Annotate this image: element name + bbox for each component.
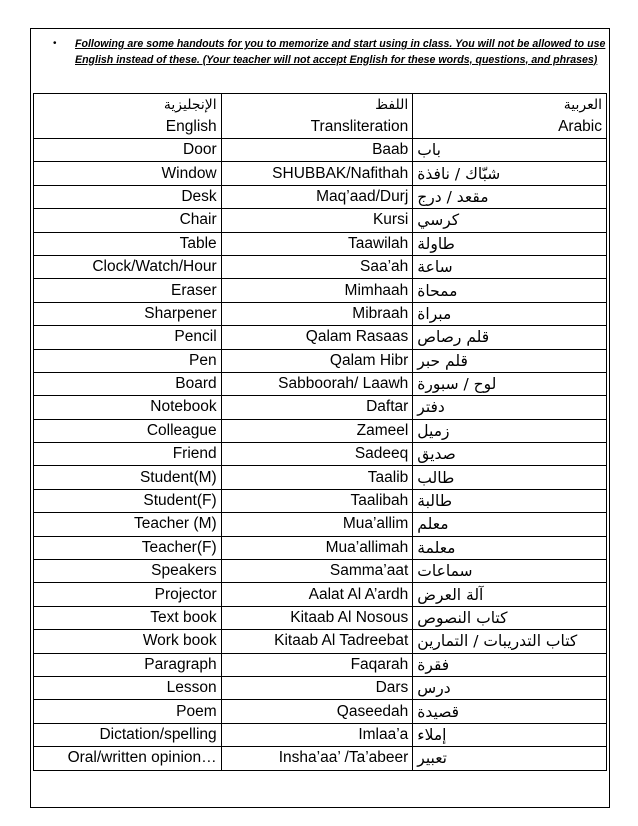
arabic-word-cell: طالبة bbox=[413, 489, 607, 512]
english-word-cell: Text book bbox=[34, 606, 222, 629]
english-word-cell: Poem bbox=[34, 700, 222, 723]
table-row bbox=[34, 560, 607, 583]
vocabulary-table bbox=[33, 93, 607, 771]
transliteration-cell: Insha’aa’ /Ta’abeer bbox=[221, 747, 413, 770]
english-word-cell: Projector bbox=[34, 583, 222, 606]
arabic-word-cell: دفتر bbox=[413, 396, 607, 419]
transliteration-cell: Daftar bbox=[221, 396, 413, 419]
english-word-cell: Colleague bbox=[34, 419, 222, 442]
table-row bbox=[34, 396, 607, 419]
instructions-paragraph bbox=[47, 37, 607, 68]
arabic-word-cell: صديق bbox=[413, 443, 607, 466]
table-row bbox=[34, 419, 607, 442]
english-word-cell: Student(F) bbox=[34, 489, 222, 512]
english-word-cell: Teacher (M) bbox=[34, 513, 222, 536]
transliteration-cell: Maq’aad/Durj bbox=[221, 185, 413, 208]
table-header-row bbox=[34, 94, 607, 139]
transliteration-cell: Mimhaah bbox=[221, 279, 413, 302]
table-row bbox=[34, 583, 607, 606]
english-word-cell: Paragraph bbox=[34, 653, 222, 676]
english-word-cell: Dictation/spelling bbox=[34, 723, 222, 746]
transliteration-cell: Imlaa’a bbox=[221, 723, 413, 746]
arabic-word-cell: ممحاة bbox=[413, 279, 607, 302]
transliteration-cell: Kitaab Al Nosous bbox=[221, 606, 413, 629]
table-row bbox=[34, 185, 607, 208]
table-row bbox=[34, 723, 607, 746]
bullet-point: • bbox=[53, 38, 57, 49]
english-word-cell: Table bbox=[34, 232, 222, 255]
arabic-word-cell: قصيدة bbox=[413, 700, 607, 723]
header-english bbox=[34, 94, 222, 139]
transliteration-cell: Qalam Hibr bbox=[221, 349, 413, 372]
arabic-word-cell: كتاب النصوص bbox=[413, 606, 607, 629]
english-word-cell: Eraser bbox=[34, 279, 222, 302]
arabic-word-cell: قلم حبر bbox=[413, 349, 607, 372]
arabic-word-cell: طاولة bbox=[413, 232, 607, 255]
table-row bbox=[34, 232, 607, 255]
table-row bbox=[34, 630, 607, 653]
document-page bbox=[30, 28, 610, 808]
instructions-text: Following are some handouts for you to memorize and start using in class. You will not be allowed to use English instead of these. (Your teacher will not accept English for these words, questions, and phrases) bbox=[75, 38, 606, 66]
english-word-cell: Door bbox=[34, 139, 222, 162]
arabic-word-cell: معلمة bbox=[413, 536, 607, 559]
arabic-word-cell: إملاء bbox=[413, 723, 607, 746]
table-row bbox=[34, 606, 607, 629]
transliteration-cell: SHUBBAK/Nafithah bbox=[221, 162, 413, 185]
transliteration-cell: Faqarah bbox=[221, 653, 413, 676]
english-word-cell: Board bbox=[34, 372, 222, 395]
transliteration-cell: Aalat Al A’ardh bbox=[221, 583, 413, 606]
arabic-word-cell: شبّاك / نافذة bbox=[413, 162, 607, 185]
arabic-word-cell: مقعد / درج bbox=[413, 185, 607, 208]
arabic-word-cell: قلم رصاص bbox=[413, 326, 607, 349]
table-row bbox=[34, 302, 607, 325]
english-word-cell: Friend bbox=[34, 443, 222, 466]
table-row bbox=[34, 700, 607, 723]
english-word-cell: Pencil bbox=[34, 326, 222, 349]
english-word-cell: Pen bbox=[34, 349, 222, 372]
english-word-cell: Student(M) bbox=[34, 466, 222, 489]
transliteration-cell: Baab bbox=[221, 139, 413, 162]
english-word-cell: Notebook bbox=[34, 396, 222, 419]
header-english-label: English bbox=[165, 118, 217, 135]
table-row bbox=[34, 162, 607, 185]
table-row bbox=[34, 747, 607, 770]
english-word-cell: Work book bbox=[34, 630, 222, 653]
arabic-word-cell: معلم bbox=[413, 513, 607, 536]
english-word-cell: Speakers bbox=[34, 560, 222, 583]
transliteration-cell: Saa’ah bbox=[221, 255, 413, 278]
header-english-arabic: الإنجليزية bbox=[163, 97, 217, 113]
table-row bbox=[34, 349, 607, 372]
english-word-cell: Window bbox=[34, 162, 222, 185]
english-word-cell: Lesson bbox=[34, 676, 222, 699]
transliteration-cell: Qaseedah bbox=[221, 700, 413, 723]
table-row bbox=[34, 255, 607, 278]
header-arabic-arabic: العربية bbox=[563, 97, 602, 113]
table-row bbox=[34, 466, 607, 489]
arabic-word-cell: فقرة bbox=[413, 653, 607, 676]
table-row bbox=[34, 139, 607, 162]
arabic-word-cell: باب bbox=[413, 139, 607, 162]
transliteration-cell: Dars bbox=[221, 676, 413, 699]
transliteration-cell: Qalam Rasaas bbox=[221, 326, 413, 349]
header-arabic-label: Arabic bbox=[558, 118, 602, 135]
arabic-word-cell: كتاب التدريبات / التمارين bbox=[413, 630, 607, 653]
header-arabic bbox=[413, 94, 607, 139]
arabic-word-cell: آلة العرض bbox=[413, 583, 607, 606]
table-row bbox=[34, 443, 607, 466]
table-row bbox=[34, 326, 607, 349]
arabic-word-cell: سماعات bbox=[413, 560, 607, 583]
arabic-word-cell: مبراة bbox=[413, 302, 607, 325]
arabic-word-cell: طالب bbox=[413, 466, 607, 489]
transliteration-cell: Samma’aat bbox=[221, 560, 413, 583]
english-word-cell: Clock/Watch/Hour bbox=[34, 255, 222, 278]
arabic-word-cell: درس bbox=[413, 676, 607, 699]
transliteration-cell: Taalibah bbox=[221, 489, 413, 512]
transliteration-cell: Mua’allim bbox=[221, 513, 413, 536]
table-row bbox=[34, 372, 607, 395]
table-row bbox=[34, 209, 607, 232]
transliteration-cell: Mua’allimah bbox=[221, 536, 413, 559]
transliteration-cell: Sadeeq bbox=[221, 443, 413, 466]
table-row bbox=[34, 279, 607, 302]
transliteration-cell: Mibraah bbox=[221, 302, 413, 325]
header-transliteration-label: Transliteration bbox=[310, 118, 409, 135]
arabic-word-cell: تعبير bbox=[413, 747, 607, 770]
table-row bbox=[34, 513, 607, 536]
transliteration-cell: Kitaab Al Tadreebat bbox=[221, 630, 413, 653]
transliteration-cell: Taawilah bbox=[221, 232, 413, 255]
table-row bbox=[34, 653, 607, 676]
english-word-cell: Teacher(F) bbox=[34, 536, 222, 559]
transliteration-cell: Sabboorah/ Laawh bbox=[221, 372, 413, 395]
english-word-cell: Chair bbox=[34, 209, 222, 232]
table-row bbox=[34, 536, 607, 559]
table-row bbox=[34, 489, 607, 512]
header-transliteration bbox=[221, 94, 413, 139]
arabic-word-cell: ساعة bbox=[413, 255, 607, 278]
arabic-word-cell: كرسي bbox=[413, 209, 607, 232]
arabic-word-cell: لوح / سبورة bbox=[413, 372, 607, 395]
arabic-word-cell: زميل bbox=[413, 419, 607, 442]
table-row bbox=[34, 676, 607, 699]
transliteration-cell: Taalib bbox=[221, 466, 413, 489]
english-word-cell: Sharpener bbox=[34, 302, 222, 325]
header-transliteration-arabic: اللفظ bbox=[375, 97, 409, 113]
transliteration-cell: Zameel bbox=[221, 419, 413, 442]
english-word-cell: Desk bbox=[34, 185, 222, 208]
english-word-cell: Oral/written opinion… bbox=[34, 747, 222, 770]
transliteration-cell: Kursi bbox=[221, 209, 413, 232]
